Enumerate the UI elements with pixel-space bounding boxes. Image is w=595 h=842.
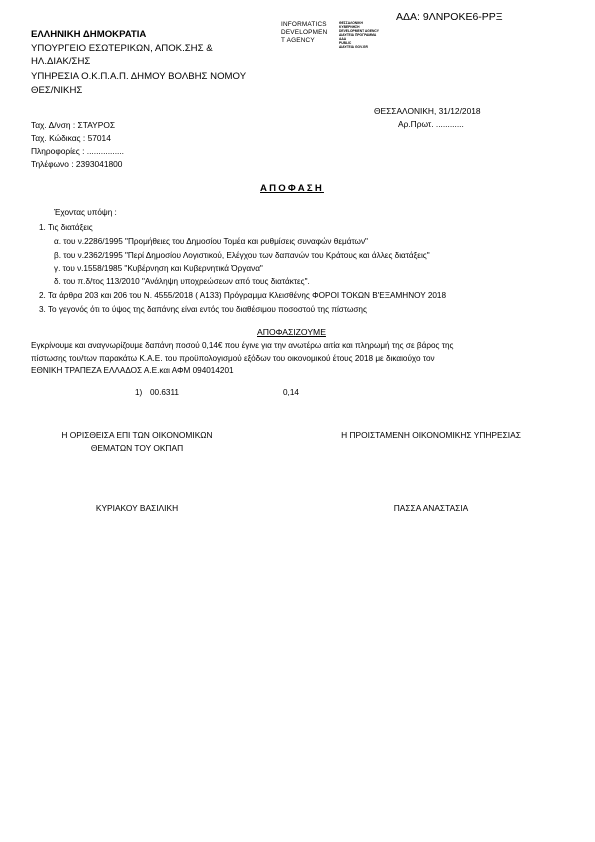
contact-address: Ταχ. Δ/νση : ΣΤΑΥΡΟΣ bbox=[31, 120, 116, 130]
ada-code: ΑΔΑ: 9ΛΝΡΟΚΕ6-ΡΡΞ bbox=[396, 11, 503, 23]
protocol-number: Αρ.Πρωτ. ............ bbox=[398, 119, 464, 129]
logo-small-1: ΘΕΣΣΑΛΟΝΙΚΗ bbox=[339, 21, 363, 25]
signatory-right-role: Η ΠΡΟΙΣΤΑΜΕΝΗ ΟΙΚΟΝΟΜΙΚΗΣ ΥΠΗΡΕΣΙΑΣ bbox=[341, 430, 521, 440]
logo-small-4: ΔΙΑΥΓΕΙΑ ΠΡΟΓΡΑΜΜΑ bbox=[339, 33, 377, 37]
kae-amount: 0,14 bbox=[283, 388, 299, 397]
header-service-cont: ΘΕΣ/ΝΙΚΗΣ bbox=[31, 85, 83, 96]
sub-item-c: γ. του ν.1558/1985 "Κυβέρνηση και Κυβερνητικά Όργανα" bbox=[54, 264, 263, 273]
agency-logo bbox=[281, 21, 399, 49]
sub-item-b: β. του ν.2362/1995 "Περί Δημοσίου Λογιστικού, Ελέγχου των δαπανών του Κράτους και άλλες διατάξεις" bbox=[54, 251, 430, 260]
logo-small-3: DEVELOPMENT AGENCY bbox=[339, 29, 379, 33]
decision-line-1: Εγκρίνουμε και αναγνωρίζουμε δαπάνη ποσού 0,14€ που έγινε για την ανωτέρω αιτία και πληρωμή της σε βάρος της bbox=[31, 341, 454, 350]
having-regard: Έχοντας υπόψη : bbox=[54, 208, 117, 217]
header-ministry: ΥΠΟΥΡΓΕΙΟ ΕΣΩΤΕΡΙΚΩΝ, ΑΠΟΚ.ΣΗΣ & bbox=[31, 43, 213, 54]
contact-phone: Τηλέφωνο : 2393041800 bbox=[31, 159, 123, 169]
logo-small-7: ΔΙΑΥΓΕΙΑ GOV.GR bbox=[339, 45, 368, 49]
decide-title: ΑΠΟΦΑΣΙΖΟΥΜΕ bbox=[257, 327, 326, 337]
place-date: ΘΕΣΣΑΛΟΝΙΚΗ, 31/12/2018 bbox=[374, 106, 481, 116]
list-item-3: 3. Το γεγονός ότι το ύψος της δαπάνης είναι εντός του διαθέσιμου ποσοστού της πίστωσης bbox=[39, 305, 367, 314]
list-item-2: 2. Τα άρθρα 203 και 206 του Ν. 4555/2018 ( Α133) Πρόγραμμα Κλεισθένης ΦΟΡΟΙ ΤΟΚΩΝ Β'ΕΞΑΜΗΝΟΥ 2018 bbox=[39, 291, 447, 300]
logo-text-2: DEVELOPMEN bbox=[281, 29, 328, 36]
page-title: ΑΠΟΦΑΣΗ bbox=[260, 183, 324, 194]
logo-small-6: PUBLIC bbox=[339, 41, 352, 45]
contact-postcode: Ταχ. Κώδικας : 57014 bbox=[31, 133, 111, 143]
sub-item-a: α. του ν.2286/1995 "Προμήθειες του Δημοσίου Τομέα και ρυθμίσεις συναφών θεμάτων" bbox=[54, 237, 368, 246]
logo-text-1: INFORMATICS bbox=[281, 21, 327, 28]
signatory-left-role-1: Η ΟΡΙΣΘΕΙΣΑ ΕΠΙ ΤΩΝ ΟΙΚΟΝΟΜΙΚΩΝ bbox=[61, 430, 213, 440]
header-ministry-cont: ΗΛ.ΔΙΑΚ/ΣΗΣ bbox=[31, 56, 91, 67]
kae-code: 00.6311 bbox=[150, 388, 179, 397]
logo-small-2: ΚΥΒΕΡΝΗΣΗ bbox=[339, 25, 360, 29]
sub-item-d: δ. του π.δ/τος 113/2010 "Ανάληψη υποχρεώσεων από τους διατάκτες". bbox=[54, 277, 310, 286]
signatory-left-name: ΚΥΡΙΑΚΟΥ ΒΑΣΙΛΙΚΗ bbox=[95, 503, 179, 513]
header-service: ΥΠΗΡΕΣΙΑ Ο.Κ.Π.Α.Π. ΔΗΜΟΥ ΒΟΛΒΗΣ ΝΟΜΟΥ bbox=[31, 71, 247, 82]
signatory-left-role-2: ΘΕΜΑΤΩΝ ΤΟΥ ΟΚΠΑΠ bbox=[90, 443, 184, 453]
decision-line-3: ΕΘΝΙΚΗ ΤΡΑΠΕΖΑ ΕΛΛΑΔΟΣ Α.Ε.και ΑΦΜ 094014201 bbox=[31, 366, 234, 375]
header-country: ΕΛΛΗΝΙΚΗ ΔΗΜΟΚΡΑΤΙΑ bbox=[31, 29, 147, 40]
decision-line-2: πίστωσης του/των παρακάτω Κ.Α.Ε. του προϋπολογισμού εξόδων του οικονομικού έτους 2018 με δικαιούχο τον bbox=[31, 354, 435, 363]
list-item-1: 1. Τις διατάξεις bbox=[39, 223, 93, 232]
signatory-right-name: ΠΑΣΣΑ ΑΝΑΣΤΑΣΙΑ bbox=[393, 503, 469, 513]
logo-text-3: T AGENCY bbox=[281, 37, 315, 44]
logo-small-5: ΑΔΑ bbox=[339, 37, 347, 41]
contact-info: Πληροφορίες : ................ bbox=[31, 146, 125, 156]
kae-number: 1) bbox=[135, 388, 143, 397]
